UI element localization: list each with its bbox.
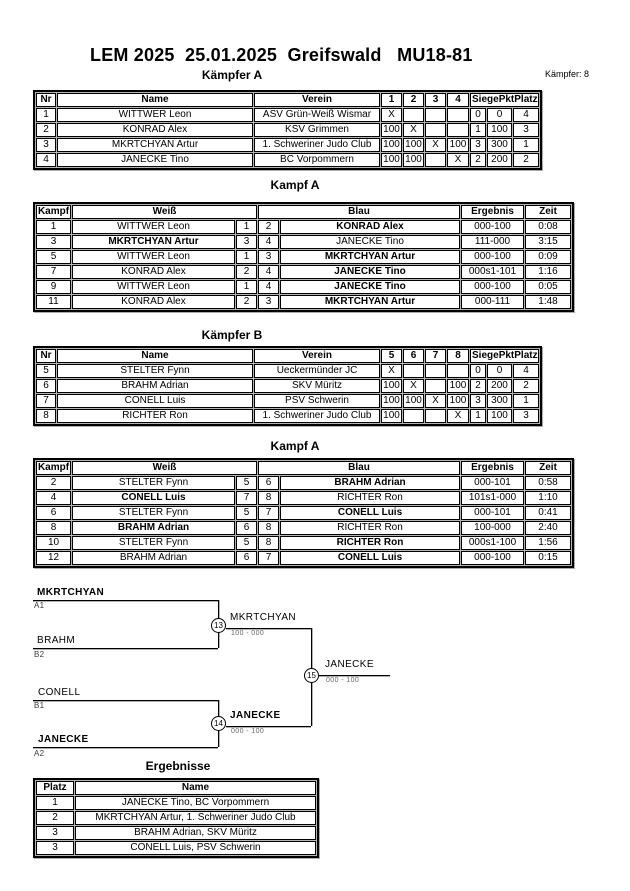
match-row: [36, 506, 571, 520]
pkt-cell: 300: [487, 138, 512, 152]
bracket-line: [226, 628, 311, 629]
ergebnis-cell: 000s1-101: [461, 265, 524, 279]
ergebnis-cell: 000-111: [461, 295, 524, 309]
siege-cell: 1: [470, 123, 486, 137]
siege-cell: 2: [470, 379, 486, 393]
blau-nr-cell: 8: [258, 521, 279, 535]
nr-cell: 5: [36, 364, 56, 378]
platz-cell: 4: [513, 364, 539, 378]
kampf-cell: 2: [36, 476, 71, 490]
match-row: [36, 491, 571, 505]
bracket-entrant-name: CONELL: [38, 687, 81, 698]
match-row: [36, 536, 571, 550]
siege-cell: 0: [470, 108, 486, 122]
weiss-cell: STELTER Fynn: [72, 476, 235, 490]
pkt-cell: 0: [487, 108, 512, 122]
round-header: 3: [425, 93, 446, 107]
nr-cell: 1: [36, 108, 56, 122]
match-row: [36, 280, 571, 294]
platz-header: Platz: [514, 350, 538, 361]
table-row: [36, 108, 539, 122]
weiss-nr-cell: 2: [236, 295, 257, 309]
blau-nr-cell: 2: [258, 220, 279, 234]
weiss-cell: STELTER Fynn: [72, 536, 235, 550]
ergebnis-header: Ergebnis: [461, 205, 524, 219]
platz-cell: 2: [36, 811, 74, 825]
matches-b-table: [33, 458, 574, 568]
ergebnis-cell: 000-101: [461, 506, 524, 520]
zeit-cell: 1:16: [525, 265, 571, 279]
blau-cell: JANECKE Tino: [280, 280, 460, 294]
bracket-line: [33, 600, 218, 601]
match-row: [36, 235, 571, 249]
round-cell: X: [447, 153, 469, 167]
pool-b-table: [33, 346, 542, 426]
verein-header: Verein: [254, 93, 380, 107]
verein-cell: Ueckermünder JC: [254, 364, 380, 378]
weiss-cell: KONRAD Alex: [72, 265, 235, 279]
results-heading: Ergebnisse: [145, 759, 211, 773]
pkt-cell: 100: [487, 123, 512, 137]
kampf-cell: 1: [36, 220, 71, 234]
table-row: [36, 379, 539, 393]
pool-a-table: [33, 90, 542, 170]
ergebnis-cell: 000-100: [461, 280, 524, 294]
bracket-line: [319, 675, 390, 676]
verein-cell: 1. Schweriner Judo Club: [254, 138, 380, 152]
table-row: [36, 123, 539, 137]
name-header: Name: [57, 349, 253, 363]
table-row: [36, 138, 539, 152]
zeit-cell: 3:15: [525, 235, 571, 249]
score-group-header: [470, 93, 539, 107]
nr-cell: 4: [36, 153, 56, 167]
nr-cell: 3: [36, 138, 56, 152]
blau-cell: MKRTCHYAN Artur: [280, 295, 460, 309]
weiss-nr-cell: 7: [236, 491, 257, 505]
verein-cell: ASV Grün-Weiß Wismar: [254, 108, 380, 122]
bracket-entrant-name: BRAHM: [37, 635, 76, 646]
name-cell: WITTWER Leon: [57, 108, 253, 122]
round-cell: [403, 409, 424, 423]
round-header: 2: [403, 93, 424, 107]
zeit-cell: 1:10: [525, 491, 571, 505]
matches-b-heading: Kampf A: [270, 439, 320, 453]
match-score: 000 - 100: [326, 677, 360, 684]
weiss-nr-cell: 5: [236, 506, 257, 520]
round-cell: [447, 123, 469, 137]
weiss-nr-cell: 1: [236, 220, 257, 234]
round-cell: 100: [381, 394, 402, 408]
bracket-line: [226, 726, 311, 727]
siege-cell: 3: [470, 138, 486, 152]
bracket-entrant-seed: A1: [34, 601, 45, 610]
round-cell: [447, 364, 469, 378]
bracket-line: [33, 747, 218, 748]
blau-nr-cell: 7: [258, 506, 279, 520]
match-winner: MKRTCHYAN: [230, 612, 297, 623]
name-cell: CONELL Luis: [57, 394, 253, 408]
table-row: [36, 364, 539, 378]
match-score: 100 - 000: [231, 630, 265, 637]
zeit-cell: 1:56: [525, 536, 571, 550]
pool-b-heading: Kämpfer B: [201, 328, 263, 342]
page-title: LEM 2025 25.01.2025 Greifswald MU18-81: [90, 45, 473, 65]
blau-nr-cell: 4: [258, 280, 279, 294]
platz-cell: 3: [36, 826, 74, 840]
name-cell: JANECKE Tino: [57, 153, 253, 167]
bracket-entrant-name: JANECKE: [38, 734, 89, 745]
weiss-nr-cell: 5: [236, 476, 257, 490]
round-cell: 100: [447, 394, 469, 408]
pkt-cell: 200: [487, 153, 512, 167]
name-cell: MKRTCHYAN Artur: [57, 138, 253, 152]
match-row: [36, 521, 571, 535]
round-cell: 100: [381, 409, 402, 423]
weiss-cell: WITTWER Leon: [72, 220, 235, 234]
match-15-circle: 15: [304, 668, 319, 683]
name-header: Name: [75, 781, 316, 795]
round-cell: 100: [447, 379, 469, 393]
blau-cell: RICHTER Ron: [280, 491, 460, 505]
zeit-cell: 0:05: [525, 280, 571, 294]
zeit-cell: 0:58: [525, 476, 571, 490]
round-cell: 100: [381, 379, 402, 393]
round-header: 8: [447, 349, 469, 363]
blau-header: Blau: [258, 461, 460, 475]
ergebnis-cell: 000-100: [461, 220, 524, 234]
blau-cell: JANECKE Tino: [280, 265, 460, 279]
table-row: [36, 394, 539, 408]
round-cell: [403, 108, 424, 122]
name-cell: MKRTCHYAN Artur, 1. Schweriner Judo Club: [75, 811, 316, 825]
weiss-cell: BRAHM Adrian: [72, 521, 235, 535]
match-winner: JANECKE: [230, 710, 281, 721]
platz-header: Platz: [514, 94, 538, 105]
pkt-cell: 100: [487, 409, 512, 423]
round-cell: 100: [403, 394, 424, 408]
blau-header: Blau: [258, 205, 460, 219]
ergebnis-cell: 000-100: [461, 551, 524, 565]
zeit-cell: 1:48: [525, 295, 571, 309]
weiss-cell: STELTER Fynn: [72, 506, 235, 520]
name-cell: BRAHM Adrian, SKV Müritz: [75, 826, 316, 840]
platz-cell: 1: [513, 138, 539, 152]
siege-cell: 2: [470, 153, 486, 167]
match-13-circle: 13: [211, 618, 226, 633]
round-cell: [425, 153, 446, 167]
weiss-nr-cell: 2: [236, 265, 257, 279]
bracket-line: [33, 700, 218, 701]
ergebnis-cell: 000-100: [461, 250, 524, 264]
blau-nr-cell: 8: [258, 491, 279, 505]
match-row: [36, 265, 571, 279]
round-cell: 100: [403, 138, 424, 152]
weiss-nr-cell: 1: [236, 280, 257, 294]
blau-cell: MKRTCHYAN Artur: [280, 250, 460, 264]
bracket-entrant-seed: A2: [34, 749, 45, 758]
match-row: [36, 250, 571, 264]
blau-nr-cell: 7: [258, 551, 279, 565]
round-cell: X: [381, 108, 402, 122]
name-header: Name: [57, 93, 253, 107]
round-cell: X: [425, 138, 446, 152]
score-group-header: [470, 349, 539, 363]
platz-cell: 2: [513, 153, 539, 167]
weiss-cell: KONRAD Alex: [72, 295, 235, 309]
blau-nr-cell: 3: [258, 295, 279, 309]
blau-cell: KONRAD Alex: [280, 220, 460, 234]
round-header: 7: [425, 349, 446, 363]
platz-header: Platz: [36, 781, 74, 795]
matches-a-heading: Kampf A: [270, 178, 320, 192]
bracket-entrant-name: MKRTCHYAN: [37, 587, 105, 598]
round-cell: X: [403, 123, 424, 137]
kampf-cell: 11: [36, 295, 71, 309]
round-cell: 100: [447, 138, 469, 152]
match-row: [36, 295, 571, 309]
ergebnis-cell: 100-000: [461, 521, 524, 535]
round-cell: [425, 409, 446, 423]
kampf-cell: 7: [36, 265, 71, 279]
name-cell: RICHTER Ron: [57, 409, 253, 423]
round-cell: 100: [381, 138, 402, 152]
kampf-cell: 10: [36, 536, 71, 550]
verein-cell: 1. Schweriner Judo Club: [254, 409, 380, 423]
ergebnis-cell: 101s1-000: [461, 491, 524, 505]
name-cell: JANECKE Tino, BC Vorpommern: [75, 796, 316, 810]
zeit-cell: 0:08: [525, 220, 571, 234]
name-cell: STELTER Fynn: [57, 364, 253, 378]
blau-cell: CONELL Luis: [280, 551, 460, 565]
weiss-nr-cell: 3: [236, 235, 257, 249]
matches-a-table: [33, 202, 574, 312]
round-cell: 100: [403, 153, 424, 167]
pkt-cell: 200: [487, 379, 512, 393]
kampf-cell: 8: [36, 521, 71, 535]
ergebnis-header: Ergebnis: [461, 461, 524, 475]
pool-header-row: [36, 349, 539, 363]
nr-header: Nr: [36, 93, 56, 107]
blau-cell: CONELL Luis: [280, 506, 460, 520]
blau-cell: JANECKE Tino: [280, 235, 460, 249]
kampf-cell: 12: [36, 551, 71, 565]
siege-cell: 0: [470, 364, 486, 378]
round-header: 6: [403, 349, 424, 363]
table-row: [36, 153, 539, 167]
round-cell: [425, 379, 446, 393]
kampf-cell: 6: [36, 506, 71, 520]
name-cell: KONRAD Alex: [57, 123, 253, 137]
pool-header-row: [36, 93, 539, 107]
kampf-header: Kampf: [37, 462, 70, 473]
table-row: [36, 826, 316, 840]
table-row: [36, 409, 539, 423]
match-winner: JANECKE: [325, 659, 374, 670]
zeit-header: Zeit: [525, 205, 571, 219]
round-header: 4: [447, 93, 469, 107]
zeit-cell: 2:40: [525, 521, 571, 535]
ergebnis-cell: 000-101: [461, 476, 524, 490]
nr-header: Nr: [36, 349, 56, 363]
kampf-cell: 9: [36, 280, 71, 294]
weiss-cell: MKRTCHYAN Artur: [72, 235, 235, 249]
weiss-cell: WITTWER Leon: [72, 280, 235, 294]
name-cell: CONELL Luis, PSV Schwerin: [75, 841, 316, 855]
zeit-cell: 0:09: [525, 250, 571, 264]
verein-cell: BC Vorpommern: [254, 153, 380, 167]
table-row: [36, 796, 316, 810]
weiss-nr-cell: 6: [236, 551, 257, 565]
blau-nr-cell: 4: [258, 235, 279, 249]
blau-nr-cell: 3: [258, 250, 279, 264]
platz-cell: 3: [36, 841, 74, 855]
weiss-cell: WITTWER Leon: [72, 250, 235, 264]
fighters-count: Kämpfer: 8: [545, 69, 590, 79]
verein-header: Verein: [254, 349, 380, 363]
weiss-header: Weiß: [72, 461, 257, 475]
zeit-header: Zeit: [525, 461, 571, 475]
name-cell: BRAHM Adrian: [57, 379, 253, 393]
siege-header: Siege: [472, 94, 499, 105]
pkt-header: Pkt: [498, 350, 515, 361]
platz-cell: 2: [513, 379, 539, 393]
weiss-cell: BRAHM Adrian: [72, 551, 235, 565]
siege-cell: 3: [470, 394, 486, 408]
blau-cell: RICHTER Ron: [280, 521, 460, 535]
blau-nr-cell: 4: [258, 265, 279, 279]
results-table: [33, 778, 319, 858]
weiss-header: Weiß: [72, 205, 257, 219]
pkt-cell: 300: [487, 394, 512, 408]
round-header: 1: [381, 93, 402, 107]
round-cell: [425, 108, 446, 122]
round-cell: X: [381, 364, 402, 378]
round-cell: 100: [381, 123, 402, 137]
match-header-row: [36, 461, 571, 475]
weiss-nr-cell: 6: [236, 521, 257, 535]
platz-cell: 3: [513, 123, 539, 137]
platz-cell: 1: [513, 394, 539, 408]
round-cell: [425, 364, 446, 378]
results-header-row: [36, 781, 316, 795]
match-14-circle: 14: [211, 716, 226, 731]
nr-cell: 7: [36, 394, 56, 408]
ergebnis-cell: 000s1-100: [461, 536, 524, 550]
ergebnis-cell: 111-000: [461, 235, 524, 249]
nr-cell: 8: [36, 409, 56, 423]
pkt-cell: 0: [487, 364, 512, 378]
blau-cell: RICHTER Ron: [280, 536, 460, 550]
round-cell: [403, 364, 424, 378]
zeit-cell: 0:15: [525, 551, 571, 565]
bracket-entrant-seed: B1: [34, 701, 45, 710]
bracket-line: [33, 648, 218, 649]
verein-cell: KSV Grimmen: [254, 123, 380, 137]
bracket-entrant-seed: B2: [34, 650, 45, 659]
round-cell: X: [447, 409, 469, 423]
match-score: 000 - 100: [231, 728, 265, 735]
round-cell: [447, 108, 469, 122]
round-cell: [425, 123, 446, 137]
kampf-header: Kampf: [37, 206, 70, 217]
siege-header: Siege: [472, 350, 499, 361]
table-row: [36, 811, 316, 825]
platz-cell: 4: [513, 108, 539, 122]
weiss-nr-cell: 5: [236, 536, 257, 550]
nr-cell: 2: [36, 123, 56, 137]
weiss-nr-cell: 1: [236, 250, 257, 264]
siege-cell: 1: [470, 409, 486, 423]
match-row: [36, 476, 571, 490]
nr-cell: 6: [36, 379, 56, 393]
zeit-cell: 0:41: [525, 506, 571, 520]
weiss-cell: CONELL Luis: [72, 491, 235, 505]
pkt-header: Pkt: [498, 94, 515, 105]
round-cell: X: [425, 394, 446, 408]
verein-cell: SKV Müritz: [254, 379, 380, 393]
kampf-cell: 5: [36, 250, 71, 264]
blau-nr-cell: 8: [258, 536, 279, 550]
platz-cell: 3: [513, 409, 539, 423]
verein-cell: PSV Schwerin: [254, 394, 380, 408]
blau-cell: BRAHM Adrian: [280, 476, 460, 490]
table-row: [36, 841, 316, 855]
blau-nr-cell: 6: [258, 476, 279, 490]
pool-a-heading: Kämpfer A: [201, 68, 263, 82]
round-cell: 100: [381, 153, 402, 167]
kampf-cell: 4: [36, 491, 71, 505]
kampf-cell: 3: [36, 235, 71, 249]
match-row: [36, 551, 571, 565]
platz-cell: 1: [36, 796, 74, 810]
round-header: 5: [381, 349, 402, 363]
match-header-row: [36, 205, 571, 219]
round-cell: X: [403, 379, 424, 393]
match-row: [36, 220, 571, 234]
